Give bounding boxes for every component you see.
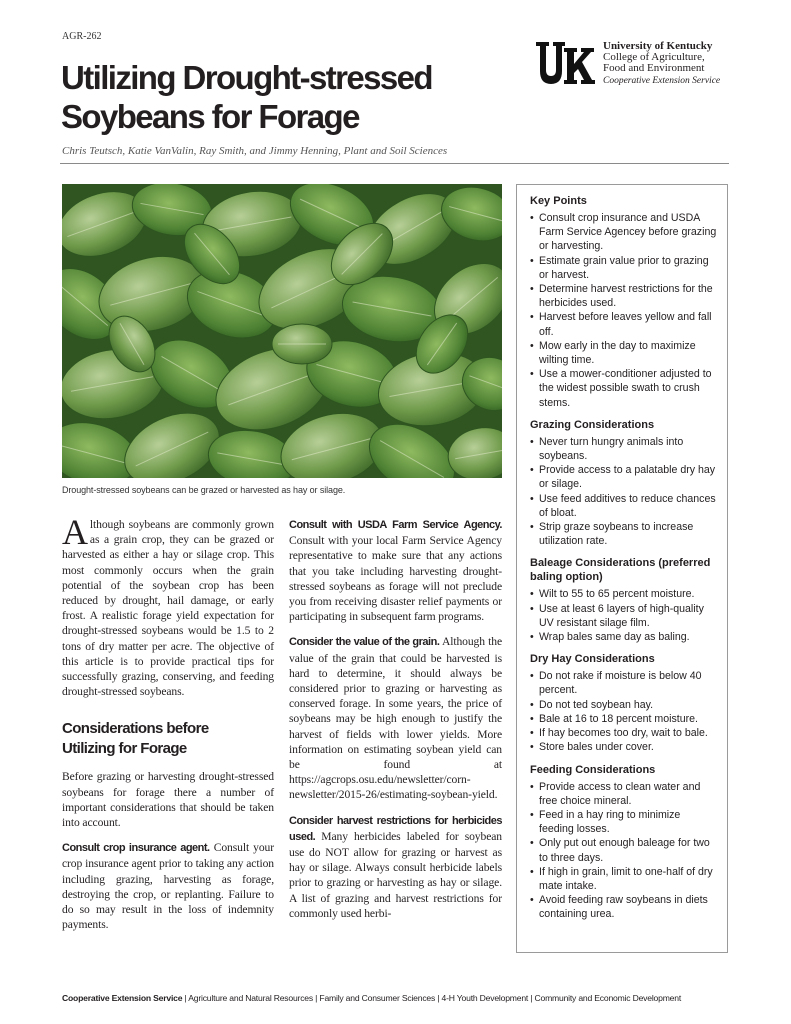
list-item: • Estimate grain value prior to grazing or harvest. — [530, 254, 717, 282]
herbicide-text: Many herbicides labeled for soybean use do NOT allow for grazing or harvest as hay or silage. Always consult herbicide labels prior to grazing or harvesting as hay or silage. A list of grazing and harvest restrictions for commonly used herbi- — [289, 829, 502, 920]
sidebar-list — [530, 780, 717, 922]
university-name: University of Kentucky — [603, 40, 713, 52]
sidebar-heading: Feeding Considerations — [530, 763, 656, 776]
list-item: • Feed in a hay ring to minimize feeding losses. — [530, 808, 717, 836]
extension-service-label: Cooperative Extension Service — [603, 76, 721, 86]
footer — [62, 993, 681, 1003]
list-item: • Wrap bales same day as baling. — [530, 630, 717, 644]
list-item: • If hay becomes too dry, wait to bale. — [530, 726, 717, 740]
sidebar-list — [530, 211, 717, 410]
college-line-2: Food and Environment — [603, 62, 705, 74]
title-line-1: Utilizing Drought-stressed — [61, 59, 432, 96]
uk-logo — [535, 40, 595, 88]
publication-number: AGR-262 — [62, 31, 102, 42]
body-column-1 — [62, 512, 274, 932]
sidebar-heading: Dry Hay Considerations — [530, 653, 655, 666]
drop-cap: A — [62, 512, 88, 552]
sidebar-heading: Grazing Considerations — [530, 418, 655, 431]
list-item: • Strip graze soybeans to increase utilization rate. — [530, 520, 717, 548]
list-item: • Determine harvest restrictions for the herbicides used. — [530, 282, 717, 310]
list-item: • Use at least 6 layers of high-quality UV resistant silage film. — [530, 602, 717, 630]
list-item: • If high in grain, limit to one-half of dry mate intake. — [530, 865, 717, 893]
list-item: • Consult crop insurance and USDA Farm Service Agencey before grazing or harvesting. — [530, 211, 717, 254]
list-item: • Use a mower-conditioner adjusted to the widest possible swath to crush stems. — [530, 367, 717, 410]
crop-insurance-text: Consult your crop insurance agent prior to taking any action including grazing, harvesting as forage, destroying the crop, or replanting. Failure to do so may result in the loss of indemnity payments. — [62, 841, 274, 932]
crop-insurance-paragraph — [62, 840, 274, 932]
section-intro-paragraph: Before grazing or harvesting drought-stressed soybeans for forage there a number of important considerations that should be taken into account. — [62, 770, 274, 830]
grain-value-heading: Consider the value of the grain. — [289, 636, 440, 649]
sidebar-heading: Key Points — [530, 195, 587, 207]
section-heading-line-2: Utilizing for Forage — [62, 740, 187, 758]
body-column-2 — [289, 517, 502, 921]
photo-caption: Drought-stressed soybeans can be grazed or harvested as hay or silage. — [62, 485, 346, 495]
crop-insurance-heading: Consult crop insurance agent. — [62, 842, 210, 855]
key-points-sidebar — [516, 184, 728, 953]
list-item: • Bale at 16 to 18 percent moisture. — [530, 712, 717, 726]
list-item: • Use feed additives to reduce chances of bloat. — [530, 492, 717, 520]
authors-line: Chris Teutsch, Katie VanValin, Ray Smith, and Jimmy Henning, Plant and Soil Sciences — [62, 145, 448, 157]
intro-text: lthough soybeans are commonly grown as a grain crop, they can be grazed or harvested as either a hay or silage crop. This most commonly occurs when the grain potential of the soybean crop has been reduced by drought, hail damage, or early frost. A realistic forage yield expectation for drought-stressed soybeans would be 1.5 to 2 tons of dry matter per acre. The objective of this article is to provide practical tips for successfully grazing, conserving, and feeding drought-stressed soybeans. — [62, 518, 274, 699]
college-line-1: College of Agriculture, — [603, 51, 705, 63]
list-item: • Do not ted soybean hay. — [530, 698, 717, 712]
fsa-text: Consult with your local Farm Service Agency representative to make sure that any actions that you take including harvesting drought-stressed soybeans as forage will not preclude you from receiving disaster relief payments or participating in subsequent farm programs. — [289, 534, 502, 624]
footer-service: Cooperative Extension Service — [62, 993, 183, 1003]
sidebar-list — [530, 669, 717, 754]
list-item: • Only put out enough baleage for two to three days. — [530, 836, 717, 864]
list-item: • Harvest before leaves yellow and fall off. — [530, 310, 717, 338]
section-heading-line-1: Considerations before — [62, 720, 209, 738]
fsa-paragraph — [289, 517, 502, 624]
sidebar-list — [530, 587, 717, 644]
list-item: • Never turn hungry animals into soybeans. — [530, 435, 717, 463]
herbicide-heading: Consider harvest restrictions for herbicides used. — [289, 814, 502, 843]
section-heading — [62, 719, 274, 759]
header-divider — [60, 163, 729, 164]
list-item: • Do not rake if moisture is below 40 percent. — [530, 669, 717, 697]
list-item: • Store bales under cover. — [530, 740, 717, 754]
soybean-leaves-photo — [62, 184, 502, 478]
list-item: • Provide access to a palatable dry hay or silage. — [530, 463, 717, 491]
sidebar-list — [530, 435, 717, 549]
title-line-2: Soybeans for Forage — [61, 98, 359, 135]
fsa-heading: Consult with USDA Farm Service Agency. — [289, 519, 502, 531]
footer-programs: | Agriculture and Natural Resources | Family and Consumer Sciences | 4-H Youth Development | Community and Economic Development — [182, 993, 682, 1003]
grain-value-paragraph — [289, 634, 502, 802]
herbicide-paragraph — [289, 813, 502, 921]
list-item: • Avoid feeding raw soybeans in diets containing urea. — [530, 893, 717, 921]
list-item: • Wilt to 55 to 65 percent moisture. — [530, 587, 717, 601]
intro-paragraph — [62, 512, 274, 699]
page-title — [61, 58, 432, 136]
uk-branding — [603, 41, 720, 87]
list-item: • Mow early in the day to maximize wilting time. — [530, 339, 717, 367]
grain-value-text: Although the value of the grain that could be harvested is hard to determine, it should always be considered prior to grazing or harvesting as conserved forage. In some years, the price of soybeans may be high enough to justify the harvest of fields with lower yields. More information on estimating soybean yield can be found at https://agcrops.osu.edu/newsletter/corn-newsletter/2015-26/estimating-soybean-yield. — [289, 635, 502, 802]
list-item: • Provide access to clean water and free choice mineral. — [530, 780, 717, 808]
sidebar-heading: Baleage Considerations (preferred baling option) — [530, 557, 711, 584]
